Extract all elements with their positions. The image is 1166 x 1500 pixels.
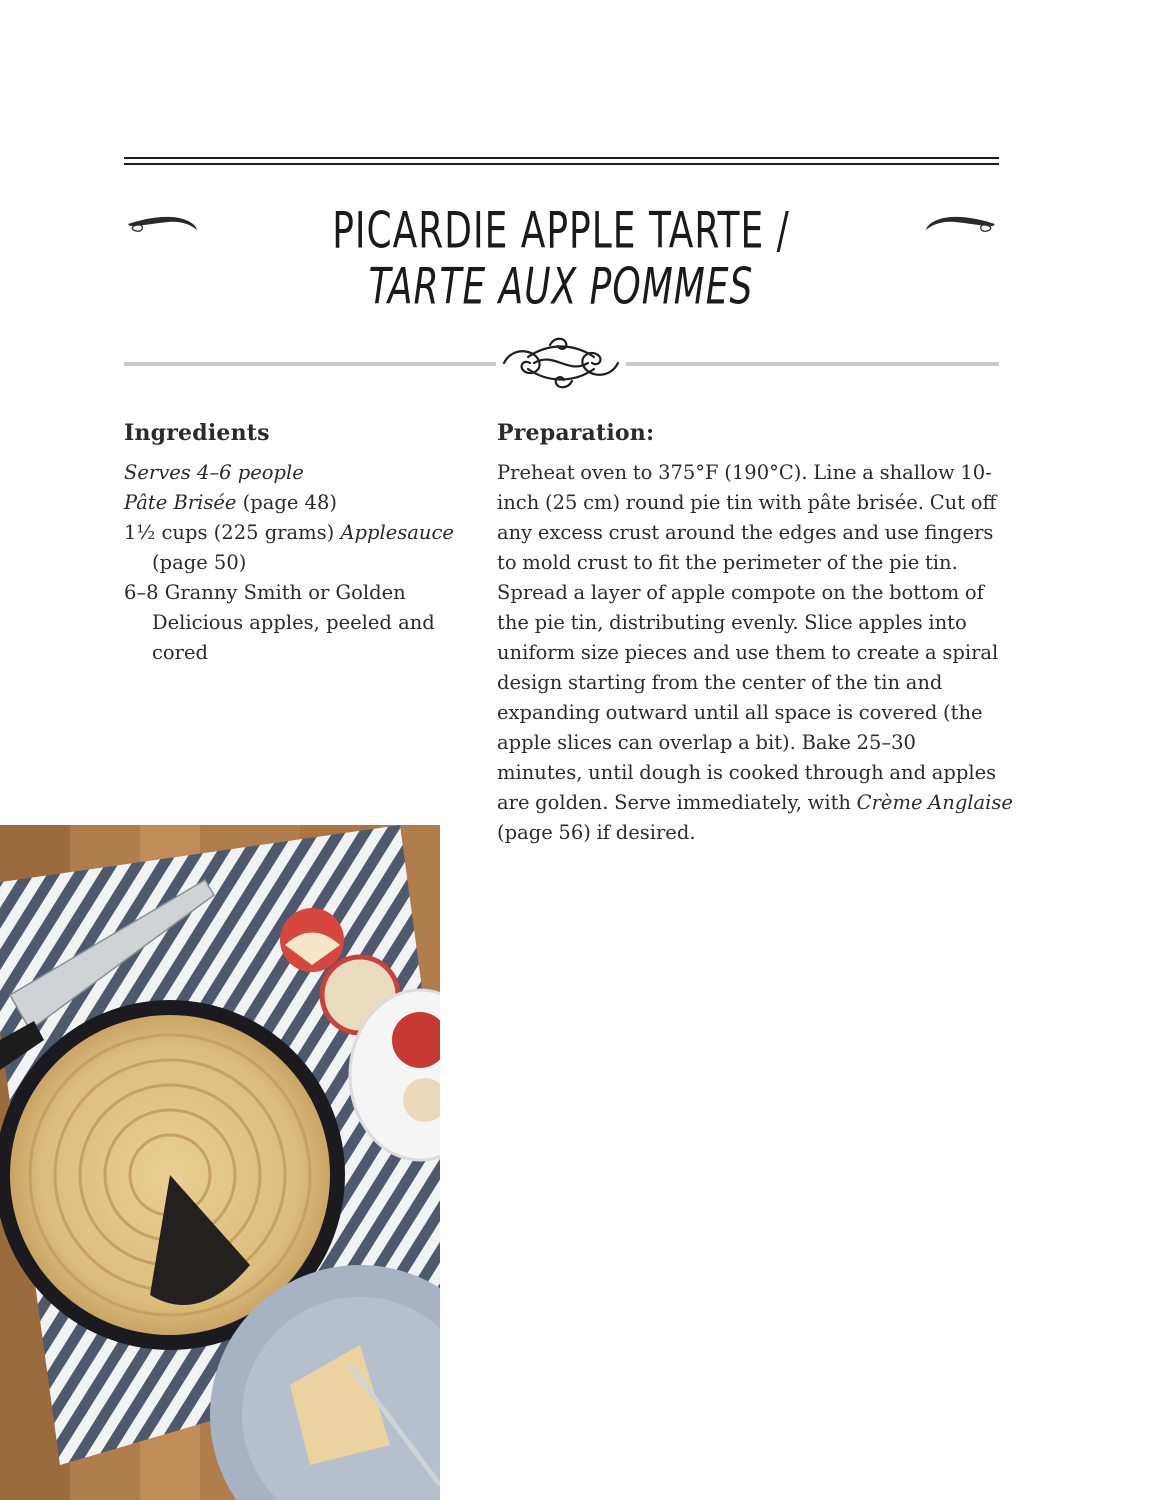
preparation-text bbox=[497, 458, 1013, 848]
ingredient-item bbox=[124, 578, 454, 668]
ingredient-item bbox=[124, 488, 454, 518]
recipe-title-french: TARTE AUX POMMES bbox=[368, 258, 754, 316]
flourish-ornament bbox=[498, 333, 624, 393]
ingredient-text: Pâte Brisée bbox=[124, 491, 237, 514]
apple-tart-photo bbox=[0, 825, 440, 1500]
preparation-line: to mold crust to fit the perimeter of the pie tin. bbox=[497, 551, 958, 574]
preparation-line: the pie tin, distributing evenly. Slice apples into bbox=[497, 611, 967, 634]
ingredient-text: (page 48) bbox=[236, 491, 337, 514]
preparation-line: (page 56) if desired. bbox=[497, 821, 696, 844]
preparation-line: apple slices can overlap a bit). Bake 25–30 bbox=[497, 731, 916, 754]
ingredient-text: 1½ cups (225 grams) bbox=[124, 521, 341, 544]
preparation-text-run: are golden. Serve immediately, with bbox=[497, 791, 857, 814]
preparation-line: minutes, until dough is cooked through and apples bbox=[497, 761, 997, 784]
header-rule-bottom bbox=[124, 163, 999, 165]
recipe-title-english: PICARDIE APPLE TARTE / bbox=[332, 202, 790, 260]
divider-left bbox=[124, 362, 496, 366]
preparation-text-run: Crème Anglaise bbox=[856, 791, 1013, 814]
ingredient-text: (page 50) bbox=[152, 551, 247, 574]
preparation-line: expanding outward until all space is covered (the bbox=[497, 701, 983, 724]
ingredients-heading: Ingredients bbox=[124, 420, 270, 446]
preparation-line: inch (25 cm) round pie tin with pâte brisée. Cut off bbox=[497, 491, 997, 514]
preparation-line: Preheat oven to 375°F (190°C). Line a shallow 10- bbox=[497, 461, 992, 484]
preparation-line bbox=[497, 788, 1013, 818]
ingredient-text: 6–8 Granny Smith or Golden Delicious apples, peeled and cored bbox=[124, 581, 435, 664]
preparation-line: uniform size pieces and use them to create a spiral bbox=[497, 641, 999, 664]
ingredient-item bbox=[124, 458, 454, 488]
divider-right bbox=[626, 362, 999, 366]
ingredient-item bbox=[124, 518, 454, 578]
preparation-heading: Preparation: bbox=[497, 420, 655, 446]
ingredient-text: Serves 4–6 people bbox=[124, 461, 304, 484]
left-swash-ornament bbox=[126, 206, 200, 240]
ingredients-list bbox=[124, 458, 454, 668]
preparation-line: design starting from the center of the tin and bbox=[497, 671, 943, 694]
header-rule-top bbox=[124, 157, 999, 159]
preparation-line: Spread a layer of apple compote on the bottom of bbox=[497, 581, 984, 604]
ingredient-text: Applesauce bbox=[340, 521, 454, 544]
right-swash-ornament bbox=[923, 206, 997, 240]
preparation-line: any excess crust around the edges and use fingers bbox=[497, 521, 994, 544]
